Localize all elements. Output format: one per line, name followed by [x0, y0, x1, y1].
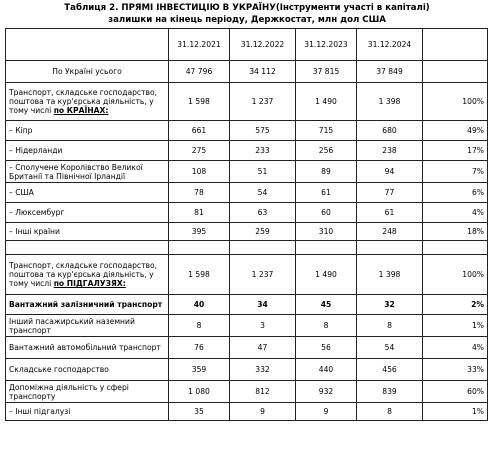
cell-share: 1%: [423, 315, 488, 337]
cell-share: 6%: [423, 183, 488, 203]
header-year: 31.12.2021: [169, 29, 230, 61]
cell-value: 34 112: [230, 61, 296, 83]
cell-value: 275: [169, 141, 230, 161]
row-label: По Україні усього: [6, 61, 169, 83]
cell-value: 63: [230, 203, 296, 223]
cell-share: 18%: [423, 223, 488, 241]
cell-value: 259: [230, 223, 296, 241]
branch-row: [6, 403, 488, 421]
cell-value: 51: [230, 161, 296, 183]
country-row: [6, 121, 488, 141]
cell-value: 9: [230, 403, 296, 421]
cell-value: 1 598: [169, 255, 230, 295]
cell-value: 8: [357, 315, 423, 337]
cell-value: 47 796: [169, 61, 230, 83]
cell-value: 61: [357, 203, 423, 223]
transport-countries-row: [6, 83, 488, 121]
cell-value: 56: [296, 337, 357, 359]
cell-value: 680: [357, 121, 423, 141]
cell-value: 89: [296, 161, 357, 183]
header-year: 31.12.2022: [230, 29, 296, 61]
title-line-1: Таблиця 2. ПРЯМІ ІНВЕСТИЦІЮ В УКРАЇНУ(Інструменти участі в капіталі): [64, 3, 430, 13]
branch-row: [6, 315, 488, 337]
cell-value: 3: [230, 315, 296, 337]
cell-value: 37 849: [357, 61, 423, 83]
cell-value: 54: [357, 337, 423, 359]
cell-share: 4%: [423, 203, 488, 223]
cell-value: 932: [296, 381, 357, 403]
cell-value: 1 398: [357, 83, 423, 121]
row-label: Вантажний залізничний транспорт: [6, 295, 169, 315]
spacer-row: [6, 241, 488, 255]
header-year: 31.12.2023: [296, 29, 357, 61]
cell-value: 238: [357, 141, 423, 161]
row-label-emphasis: по ПІДГАЛУЗЯХ:: [53, 279, 126, 288]
cell-value: 94: [357, 161, 423, 183]
cell-share: 7%: [423, 161, 488, 183]
row-label: – Інші країни: [6, 223, 169, 241]
cell-value: 81: [169, 203, 230, 223]
country-row: [6, 223, 488, 241]
cell-value: 1 598: [169, 83, 230, 121]
cell-value: 60: [296, 203, 357, 223]
cell-share: 33%: [423, 359, 488, 381]
title-line-2: залишки на кінець періоду, Держкостат, млн дол США: [108, 15, 386, 25]
branch-row: [6, 381, 488, 403]
cell-share: 100%: [423, 83, 488, 121]
cell-value: 839: [357, 381, 423, 403]
cell-share: 49%: [423, 121, 488, 141]
cell-value: 8: [296, 315, 357, 337]
cell-share: 17%: [423, 141, 488, 161]
row-label: Допоміжна діяльність у сфері транспорту: [6, 381, 169, 403]
row-label: Складське господарство: [6, 359, 169, 381]
country-row: [6, 141, 488, 161]
cell-value: 61: [296, 183, 357, 203]
country-row: [6, 203, 488, 223]
cell-value: 1 398: [357, 255, 423, 295]
cell-value: 108: [169, 161, 230, 183]
row-label: – Люксембург: [6, 203, 169, 223]
cell-value: 77: [357, 183, 423, 203]
cell-value: 40: [169, 295, 230, 315]
cell-value: 332: [230, 359, 296, 381]
cell-value: 395: [169, 223, 230, 241]
cell-value: 35: [169, 403, 230, 421]
cell-value: 812: [230, 381, 296, 403]
branch-row: [6, 337, 488, 359]
row-label-text: Транспорт, складське господарство, поштова та кур'єрська діяльність, у тому числі: [9, 261, 158, 288]
cell-share: [423, 61, 488, 83]
row-label: Вантажний автомобільний транспорт: [6, 337, 169, 359]
header-year: 31.12.2024: [357, 29, 423, 61]
cell-value: 9: [296, 403, 357, 421]
cell-value: 359: [169, 359, 230, 381]
cell-value: 76: [169, 337, 230, 359]
cell-value: 575: [230, 121, 296, 141]
cell-share: 4%: [423, 337, 488, 359]
cell-value: 1 237: [230, 255, 296, 295]
cell-value: 8: [357, 403, 423, 421]
header-empty-cell: [6, 29, 169, 61]
cell-value: 32: [357, 295, 423, 315]
cell-value: 440: [296, 359, 357, 381]
country-row: [6, 183, 488, 203]
total-row: [6, 61, 488, 83]
cell-share: 2%: [423, 295, 488, 315]
row-label: Інший пасажирський наземний транспорт: [6, 315, 169, 337]
row-label-text: Транспорт, складське господарство, поштова та кур'єрська діяльність, у тому числі: [9, 88, 158, 115]
cell-value: 1 080: [169, 381, 230, 403]
cell-value: 248: [357, 223, 423, 241]
cell-value: 456: [357, 359, 423, 381]
investment-table: [5, 28, 488, 421]
row-label-emphasis: по КРАЇНАХ:: [53, 106, 109, 115]
cell-value: 54: [230, 183, 296, 203]
country-row: [6, 161, 488, 183]
row-label: – США: [6, 183, 169, 203]
cell-value: 233: [230, 141, 296, 161]
cell-value: 1 237: [230, 83, 296, 121]
header-row: [6, 29, 488, 61]
branch-row: [6, 295, 488, 315]
cell-value: 1 490: [296, 83, 357, 121]
row-label: – Нідерланди: [6, 141, 169, 161]
branch-row: [6, 359, 488, 381]
transport-branches-row: [6, 255, 488, 295]
cell-value: 37 815: [296, 61, 357, 83]
cell-value: 34: [230, 295, 296, 315]
cell-value: 78: [169, 183, 230, 203]
row-label: – Сполучене Королівство Великої Британії та Північної Ірландії: [6, 161, 169, 183]
cell-value: 310: [296, 223, 357, 241]
cell-value: 47: [230, 337, 296, 359]
cell-value: 45: [296, 295, 357, 315]
cell-value: 256: [296, 141, 357, 161]
cell-share: 60%: [423, 381, 488, 403]
cell-share: 100%: [423, 255, 488, 295]
cell-value: 1 490: [296, 255, 357, 295]
cell-value: 8: [169, 315, 230, 337]
cell-share: 1%: [423, 403, 488, 421]
row-label: [6, 83, 169, 121]
row-label: – Кіпр: [6, 121, 169, 141]
row-label: [6, 255, 169, 295]
row-label: – Інші підгалузі: [6, 403, 169, 421]
table-title: [0, 2, 494, 26]
cell-value: 715: [296, 121, 357, 141]
cell-value: 661: [169, 121, 230, 141]
header-share-cell: [423, 29, 488, 61]
